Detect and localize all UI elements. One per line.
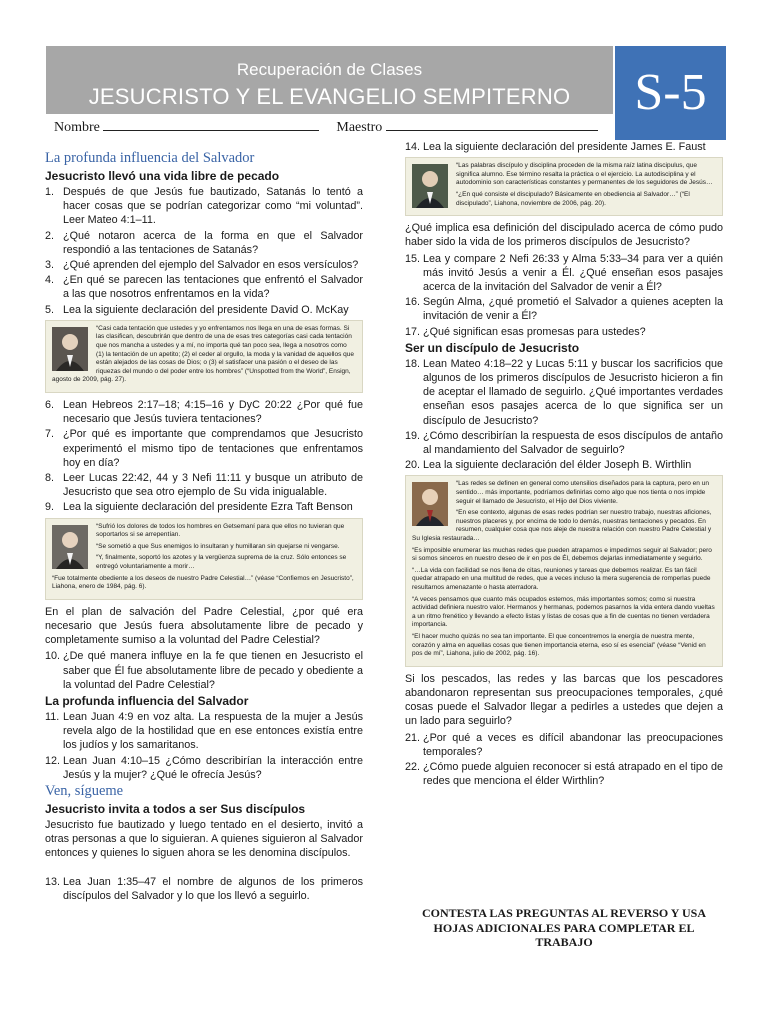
question-text: Lea la siguiente declaración del presidente David O. McKay xyxy=(63,303,349,316)
question-text: ¿Por qué es importante que comprendamos que Jesucristo experimentó el mismo tipo de tentaciones que enfrentamos hoy en día? xyxy=(63,428,363,469)
name-label: Nombre xyxy=(54,120,100,135)
question xyxy=(45,710,363,753)
question xyxy=(405,295,723,323)
quote-text: “Y, finalmente, soportó los azotes y la vergüenza suprema de la cruz. Sólo entonces se entregó voluntariamente a morir… xyxy=(96,554,347,570)
question-number: 10. xyxy=(45,650,61,663)
question-number: 12. xyxy=(45,754,61,767)
paragraph: Jesucristo fue bautizado y luego tentado en el desierto, invitó a otras personas a que lo siguieran. A quienes siguieron al Salvador entonces y quienes lo siguen ahora se les denomina discípulos. xyxy=(45,819,363,860)
section-title: La profunda influencia del Salvador xyxy=(45,150,255,166)
question xyxy=(45,427,363,470)
question-text: Lean Juan 4:9 en voz alta. La respuesta de la mujer a Jesús revela algo de la hostilidad que en ese entonces existía entre los judíos y los samaritanos. xyxy=(63,710,363,752)
question-text: ¿De qué manera influye en la fe que tienen en Jesucristo el saber que Él fue absolutamente libre de pecado y obediente a la voluntad del Padre Celestial? xyxy=(63,650,363,691)
question-number: 22. xyxy=(405,760,421,773)
question-text: ¿En qué se parecen las tentaciones que enfrentó el Salvador a las que nosotros enfrentamos en la vida? xyxy=(63,274,363,301)
question-number: 9. xyxy=(45,501,55,514)
question-text: ¿Qué notaron acerca de la forma en que el Salvador respondió a las tentaciones de Satanás? xyxy=(63,229,363,256)
question-text: ¿Por qué a veces es difícil abandonar las preocupaciones temporales? xyxy=(423,731,723,758)
quote-box-wirthlin xyxy=(405,475,723,666)
teacher-label: Maestro xyxy=(336,120,383,135)
question xyxy=(405,429,723,457)
header-title: JESUCRISTO Y EL EVANGELIO SEMPITERNO xyxy=(88,84,571,109)
question-text: Después de que Jesús fue bautizado, Satanás lo tentó a hacer cosas que se podrían categorizar como “mi voluntad”. Leer Mateo 4:1–11. xyxy=(63,186,363,227)
header-banner xyxy=(46,46,613,114)
question xyxy=(45,398,363,426)
question xyxy=(405,357,723,428)
quote-box-benson xyxy=(45,518,363,600)
question-number: 3. xyxy=(45,259,55,272)
header-subtitle: Recuperación de Clases xyxy=(236,60,423,79)
teacher-field[interactable] xyxy=(386,118,598,131)
name-row xyxy=(54,118,604,136)
question-text: Lea la siguiente declaración del presidente Ezra Taft Benson xyxy=(63,501,353,514)
subsection-title: Jesucristo llevó una vida libre de pecado xyxy=(45,169,280,183)
question-text: ¿Cómo describirían la respuesta de esos discípulos de antaño al mandamiento del Salvador de seguirlo? xyxy=(423,429,723,457)
question-text: Lean Juan 4:10–15 ¿Cómo describirían la interacción entre Jesús y la mujer? ¿Qué le ofrecía Jesús? xyxy=(63,754,363,781)
portrait-photo xyxy=(412,164,448,208)
paragraph: ¿Qué implica esa definición del discipulado acerca de cómo pudo haber sido la vida de los primeros discípulos de Jesucristo? xyxy=(405,222,723,249)
quote-text: “Se sometió a que Sus enemigos lo insultaran y humillaran sin quejarse ni vengarse. xyxy=(96,542,340,550)
portrait-photo xyxy=(52,525,88,569)
quote-text: “En ese contexto, algunas de esas redes podrían ser nuestro trabajo, nuestras aficiones, nuestros placeres y, por encima de todo lo demás, nuestras tentaciones y pecados. En resumen, cualquier cosa que nos aleje de nuestra relación con nuestro Padre Celestial y Su Iglesia restaurada… xyxy=(412,509,712,542)
question-number: 1. xyxy=(45,186,55,198)
question xyxy=(405,760,723,788)
quote-text: “…La vida con facilidad se nos llena de citas, reuniones y tareas que debemos realizar. Es tan fácil quedar atrapado en una multitud de redes, que a veces incluso la mera sugerencia de romperlas puede resultarnos amenazante o hasta aterradora. xyxy=(412,566,711,591)
quote-text: “El hacer mucho quizás no sea tan importante. El que concentremos la energía de nuestra mente, corazón y alma en aquellas cosas que tienen importancia eterna, eso sí es esencial” (véase “Venid en pos de mí”, Liahona, julio de 2002, pág. 16). xyxy=(412,632,706,658)
question-number: 8. xyxy=(45,472,55,484)
question xyxy=(45,303,363,317)
question xyxy=(45,471,363,499)
question-text: Lean Hebreos 2:17–18; 4:15–16 y DyC 20:22 ¿Por qué fue necesario que Jesús tuviera tentaciones? xyxy=(63,398,363,426)
section-title: Ven, sígueme xyxy=(45,783,124,799)
question-text: Lea la siguiente declaración del élder Joseph B. Wirthlin xyxy=(423,459,692,472)
question-number: 2. xyxy=(45,229,55,242)
question-number: 18. xyxy=(405,357,421,370)
question xyxy=(405,731,723,759)
quote-text: “Las redes se definen en general como utensilios diseñados para la captura, pero en un sentido… más importante, podríamos definirlas como algo que nos tienta o nos impide seguir el llamado de Jesucristo, el Hijo del Dios viviente. xyxy=(456,480,709,505)
quote-text: “¿En qué consiste el discipulado? Básicamente en obediencia al Salvador…” (“El discipulado”, Liahona, noviembre de 2006, pág. 20). xyxy=(456,190,690,207)
quote-text: “A veces pensamos que cuanto más ocupados estemos, más importantes somos; como si nuestra actividad definiera nuestro valor. Hermanos y hermanas, podemos pasarnos la vida entera dando vueltas a un ritmo frenético y llevando a efecto listas y listas de cosas que a fin de cuentas no tienen verdadera importancia. xyxy=(412,595,715,629)
question-text: ¿Qué significan esas promesas para ustedes? xyxy=(423,325,646,338)
paragraph: Si los pescados, las redes y las barcas que los pescadores abandonaron representan sus preocupaciones temporales, ¿qué cosas puede el Salvador llegar a pedirles a ustedes que dejen a un lado para seguirlo? xyxy=(405,672,723,728)
question xyxy=(45,258,363,272)
question-number: 15. xyxy=(405,252,421,265)
question-number: 19. xyxy=(405,429,421,442)
question xyxy=(45,649,363,692)
question-number: 7. xyxy=(45,428,55,441)
question xyxy=(405,252,723,295)
question xyxy=(45,500,363,514)
question xyxy=(45,754,363,782)
closing-instruction: CONTESTA LAS PREGUNTAS AL REVERSO Y USA HOJAS ADICIONALES PARA COMPLETAR EL TRABAJO xyxy=(421,906,707,949)
subsection-title: La profunda influencia del Salvador xyxy=(45,693,249,708)
question-text: ¿Qué aprenden del ejemplo del Salvador en esos versículos? xyxy=(63,259,359,272)
question xyxy=(45,229,363,257)
question-number: 5. xyxy=(45,303,55,316)
quote-text: “Fue totalmente obediente a los deseos de nuestro Padre Celestial…” (véase “Confiemos en Jesucristo”, Liahona, enero de 1984, pág. 6). xyxy=(52,574,354,591)
name-field[interactable] xyxy=(103,118,319,131)
question-number: 21. xyxy=(405,731,421,744)
quote-box-faust xyxy=(405,157,723,216)
question xyxy=(45,273,363,301)
quote-text: “Es imposible enumerar las muchas redes que pueden atraparnos e impedirnos seguir al Salvador; pero si somos sinceros en nuestro deseo de ir en pos de Él, debemos dejarlas inmediatamente y seguirlo. xyxy=(412,546,712,563)
question-number: 16. xyxy=(405,296,421,309)
left-column xyxy=(45,150,363,904)
quote-box-mckay xyxy=(45,320,363,393)
question xyxy=(45,875,363,903)
question-text: Lea Juan 1:35–47 el nombre de algunos de los primeros discípulos del Salvador y lo que los llevó a seguirlo. xyxy=(63,875,363,902)
subsection-title: Ser un discípulo de Jesucristo xyxy=(405,340,580,355)
quote-text: “Casi cada tentación que ustedes y yo enfrentamos nos llega en una de esas formas. Si las clasifican, descubrirán que dentro de una de esas tres categorías casi cada tentación que nos mancha a ustedes y a mí, no importa qué tan poco sea, llega a nosotros como (1) la tentación de un apetito; (2) el ceder al orgullo, la moda y la vanidad de aquellos que están alejados de las cosas de Dios; o (3) el satisfacer una pasión o el deseo de las riquezas del mundo o del poder entre los hombres” (“Unspotted from the World”, Ensign, agosto de 2009, pág. 27). xyxy=(52,324,354,384)
question-number: 20. xyxy=(405,459,421,472)
question-number: 11. xyxy=(45,710,60,723)
right-column xyxy=(405,140,723,789)
question-number: 17. xyxy=(405,325,421,338)
question-text: Lea y compare 2 Nefi 26:33 y Alma 5:33–34 para ver a quién más invitó Jesús a venir a Él. ¿Qué enseñan esos pasajes acerca de la invitación del Salvador de venir a Él? xyxy=(423,252,723,293)
question-number: 6. xyxy=(45,398,55,411)
question-number: 4. xyxy=(45,274,55,287)
subsection-title: Jesucristo invita a todos a ser Sus discípulos xyxy=(45,802,306,816)
question xyxy=(405,325,723,339)
question-number: 13. xyxy=(45,875,61,888)
question xyxy=(405,140,723,154)
quote-text: “Sufrió los dolores de todos los hombres en Getsemaní para que ellos no tuvieran que soportarlos si se arrepentían. xyxy=(96,522,345,539)
portrait-photo xyxy=(412,482,448,526)
question xyxy=(405,458,723,472)
portrait-photo xyxy=(52,327,88,371)
question-text: Lea la siguiente declaración del presidente James E. Faust xyxy=(423,141,706,153)
question-text: ¿Cómo puede alguien reconocer si está atrapado en el tipo de redes que menciona el élder Wirthlin? xyxy=(423,760,723,788)
paragraph: En el plan de salvación del Padre Celestial, ¿por qué era necesario que Jesús fuera absolutamente libre de pecado y completamente sumiso a la voluntad del Padre Celestial? xyxy=(45,605,363,647)
question-text: Según Alma, ¿qué prometió el Salvador a quienes acepten la invitación de venir a Él? xyxy=(423,296,723,323)
question xyxy=(45,185,363,228)
quote-text: “Las palabras discípulo y disciplina proceden de la misma raíz latina discipulus, que significa alumno. Ese término resalta la práctica o el ejercicio. La autodisciplina y el autodominio son características constantes y permanentes de los seguidores de Jesús… xyxy=(456,162,713,187)
question-text: Leer Lucas 22:42, 44 y 3 Nefi 11:11 y busque un atributo de Jesucristo que sea otro ejemplo de Su vida inigualable. xyxy=(63,472,363,499)
question-number: 14. xyxy=(405,141,421,153)
lesson-badge: S-5 xyxy=(615,46,726,140)
question-text: Lean Mateo 4:18–22 y Lucas 5:11 y buscar los sacrificios que algunos de los primeros discípulos de Jesucristo hicieron a fin de aceptar el llamado de seguirlo. ¿Qué importantes verdades enseñan esos pasajes acerca de lo que significa ser un discípulo de Jesucristo? xyxy=(423,357,723,427)
